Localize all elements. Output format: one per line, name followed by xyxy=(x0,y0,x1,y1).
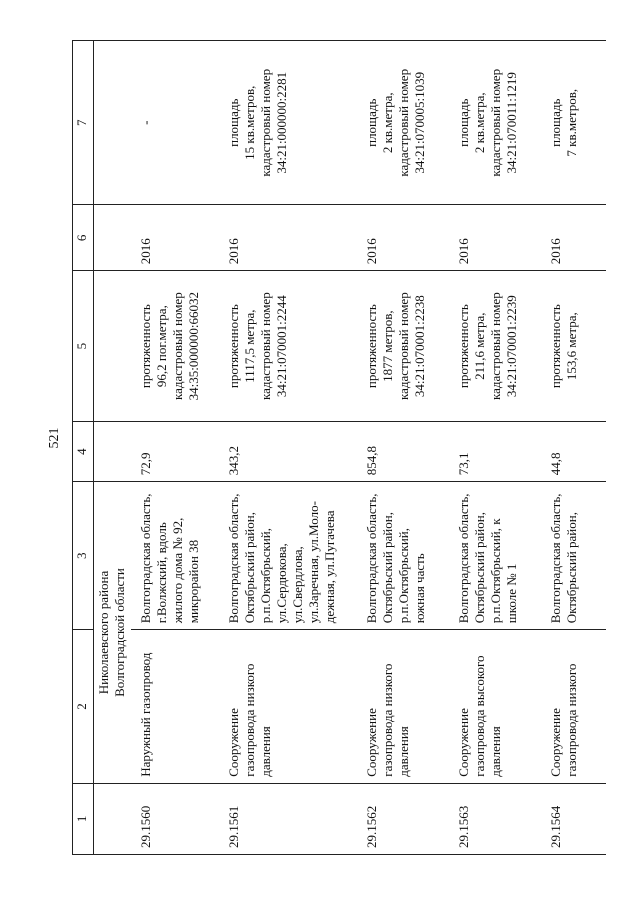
object-address: Волгоградская область, Октябрьский район, xyxy=(546,482,606,630)
col-header: 6 xyxy=(73,205,94,271)
column-number-header xyxy=(73,41,94,855)
table-row xyxy=(224,41,362,855)
row-number: 29.1560 xyxy=(136,783,224,854)
object-description: протяженность 96,2 пог.метра, кадастровый номер 34:35:000000:66032 xyxy=(136,271,224,422)
object-address: Волгоградская область, г.Волжский, вдоль жилого дома № 92, микрорайон 38 xyxy=(136,482,224,630)
object-value: 44,8 xyxy=(546,422,606,482)
object-year: 2016 xyxy=(546,205,606,271)
object-name: Сооружение газопровода низкого давления xyxy=(224,630,362,783)
object-note: площадь 7 кв.метров, xyxy=(546,41,606,206)
object-name: Сооружение газопровода высокого давления xyxy=(454,630,546,783)
row-number: 29.1563 xyxy=(454,783,546,854)
object-value: 343,2 xyxy=(224,422,362,482)
row-number: 29.1561 xyxy=(224,783,362,854)
col-header: 3 xyxy=(73,482,94,630)
table-row xyxy=(362,41,454,855)
object-note: - xyxy=(136,41,224,206)
object-address: Волгоградская область, Октябрьский район, р.п.Октябрьский, ул.Сердюкова, ул.Свердлова, ул.Заречная, ул.Моло- дежная, ул.Пугачева xyxy=(224,482,362,630)
object-description: протяженность 153,6 метра, xyxy=(546,271,606,422)
object-year: 2016 xyxy=(454,205,546,271)
object-note: площадь 2 кв.метра, кадастровый номер 34:21:070005:1039 xyxy=(362,41,454,206)
object-description: протяженность 211,6 метра, кадастровый номер 34:21:070001:2239 xyxy=(454,271,546,422)
object-description: протяженность 1877 метров, кадастровый номер 34:21:070001:2238 xyxy=(362,271,454,422)
row-number: 29.1564 xyxy=(546,783,606,854)
col-header: 2 xyxy=(73,630,94,783)
page-number: 521 xyxy=(47,427,62,449)
continuation-row xyxy=(94,41,132,855)
object-name: Сооружение газопровода низкого xyxy=(546,630,606,783)
object-value: 854,8 xyxy=(362,422,454,482)
object-value: 72,9 xyxy=(136,422,224,482)
continuation-text: Николаевского района Волгоградской области xyxy=(94,482,132,783)
object-description: протяженность 1117,5 метра, кадастровый номер 34:21:070001:2244 xyxy=(224,271,362,422)
object-year: 2016 xyxy=(362,205,454,271)
object-note: площадь 15 кв.метров, кадастровый номер 34:21:000000:2281 xyxy=(224,41,362,206)
col-header: 1 xyxy=(73,783,94,854)
table-row xyxy=(546,41,606,855)
object-year: 2016 xyxy=(136,205,224,271)
object-note: площадь 2 кв.метра, кадастровый номер 34:21:070011:1219 xyxy=(454,41,546,206)
object-address: Волгоградская область, Октябрьский район, р.п.Октябрьский, к школе № 1 xyxy=(454,482,546,630)
table-row xyxy=(136,41,224,855)
col-header: 4 xyxy=(73,422,94,482)
table-row xyxy=(454,41,546,855)
registry-table xyxy=(72,40,606,855)
col-header: 7 xyxy=(73,41,94,206)
object-name: Наружный газопровод xyxy=(136,630,224,783)
col-header: 5 xyxy=(73,271,94,422)
object-address: Волгоградская область, Октябрьский район, р.п.Октябрьский, южная часть xyxy=(362,482,454,630)
row-number: 29.1562 xyxy=(362,783,454,854)
object-year: 2016 xyxy=(224,205,362,271)
object-value: 73,1 xyxy=(454,422,546,482)
rotated-table-wrapper xyxy=(72,40,579,855)
object-name: Сооружение газопровода низкого давления xyxy=(362,630,454,783)
